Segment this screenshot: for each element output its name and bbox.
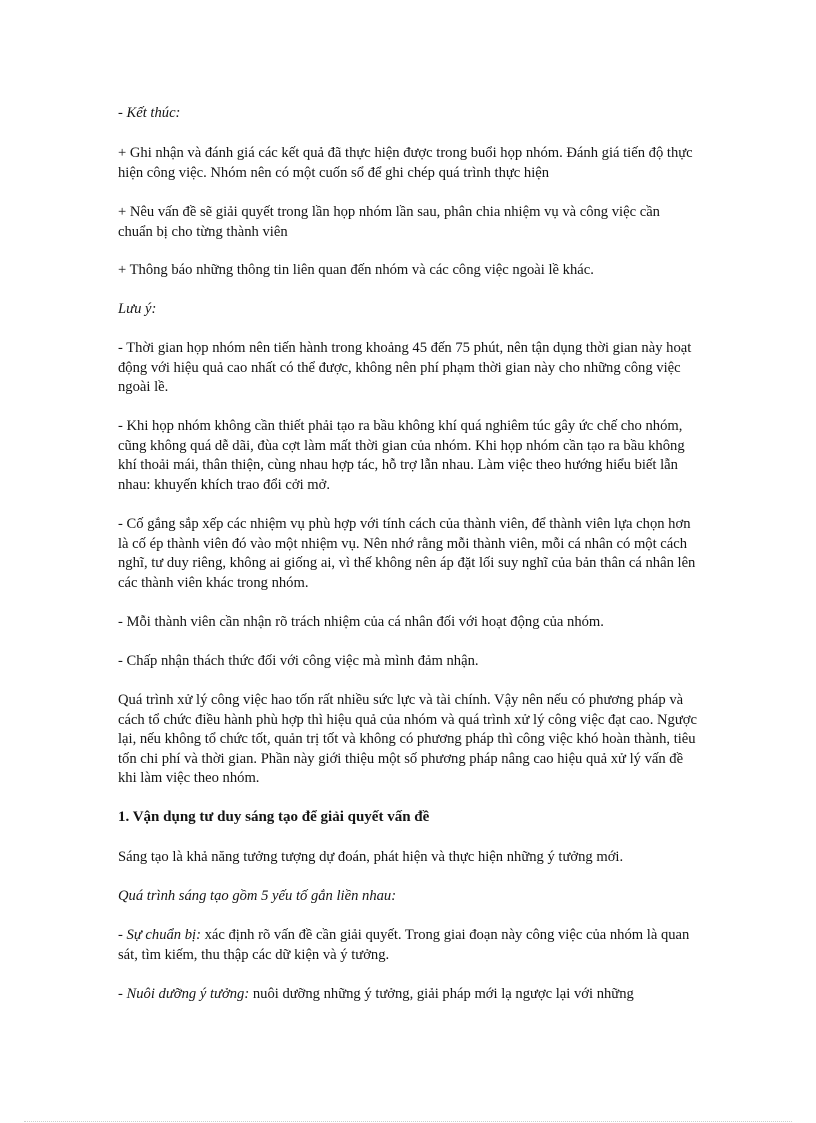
nuoi-duong-prefix: - bbox=[118, 986, 127, 1002]
su-chuan-bi-text: xác định rõ vấn đề cần giải quyết. Trong giai đoạn này công việc của nhóm là quan sát, tìm kiếm, thu thập các dữ kiện và ý tưởng. bbox=[118, 927, 690, 963]
luu-y-item-1: - Thời gian họp nhóm nên tiến hành trong khoảng 45 đến 75 phút, nên tận dụng thời gian này hoạt động với hiệu quả cao nhất có thể được, không nên phí phạm thời gian này cho những công việc ngoài lề. bbox=[118, 340, 692, 395]
nuoi-duong-label: Nuôi dưỡng ý tưởng: bbox=[126, 986, 250, 1002]
nuoi-duong-text: nuôi dưỡng những ý tưởng, giải pháp mới lạ ngược lại với những bbox=[249, 986, 634, 1002]
luu-y-label: Lưu ý: bbox=[118, 301, 157, 317]
ket-thuc-label: - Kết thúc: bbox=[118, 105, 181, 121]
luu-y-item-4: - Mỗi thành viên cần nhận rõ trách nhiệm của cá nhân đối với hoạt động của nhóm. bbox=[118, 614, 604, 630]
five-factors-label: Quá trình sáng tạo gồm 5 yếu tố gắn liền nhau: bbox=[118, 888, 397, 904]
intro-paragraph: Quá trình xử lý công việc hao tốn rất nhiều sức lực và tài chính. Vậy nên nếu có phương pháp và cách tổ chức điều hành phù hợp thì hiệu quả của nhóm và quá trình xử lý công việc đạt cao. Ngược lại, nếu không tổ chức tốt, quản trị tốt và không có phương pháp thì công việc khó hoàn thành, tiêu tốn chi phí và thời gian. Phần này giới thiệu một số phương pháp nâng cao hiệu quả xử lý vấn đề khi làm việc theo nhóm. bbox=[118, 692, 697, 786]
luu-y-item-2: - Khi họp nhóm không cần thiết phải tạo ra bầu không khí quá nghiêm túc gây ức chế cho nhóm, cũng không quá dễ dãi, đùa cợt làm mất thời gian của nhóm. Khi họp nhóm cần tạo ra bầu không khí thoải mái, thân thiện, cùng nhau hợp tác, hỗ trợ lẫn nhau. Làm việc theo hướng hiểu biết lẫn nhau: khuyến khích trao đổi cởi mở. bbox=[118, 418, 685, 493]
luu-y-item-3: - Cố gắng sắp xếp các nhiệm vụ phù hợp với tính cách của thành viên, để thành viên lựa chọn hơn là cố ép thành viên đó vào một nhiệm vụ. Nên nhớ rằng mỗi thành viên, mỗi cá nhân có một cách nghĩ, tư duy riêng, không ai giống ai, vì thế không nên áp đặt lối suy nghĩ của bản thân cá nhân lên các thành viên khác trong nhóm. bbox=[118, 516, 696, 591]
luu-y-item-5: - Chấp nhận thách thức đối với công việc mà mình đảm nhận. bbox=[118, 653, 479, 669]
sang-tao-definition: Sáng tạo là khả năng tưởng tượng dự đoán, phát hiện và thực hiện những ý tưởng mới. bbox=[118, 849, 624, 865]
ket-thuc-item-3: + Thông báo những thông tin liên quan đến nhóm và các công việc ngoài lề khác. bbox=[118, 262, 594, 278]
ket-thuc-item-1: + Ghi nhận và đánh giá các kết quả đã thực hiện được trong buổi họp nhóm. Đánh giá tiến độ thực hiện công việc. Nhóm nên có một cuốn sổ để ghi chép quá trình thực hiện bbox=[118, 145, 693, 181]
su-chuan-bi-label: Sự chuẩn bị: bbox=[126, 927, 201, 943]
nuoi-duong-paragraph bbox=[118, 985, 698, 1005]
su-chuan-bi-prefix: - bbox=[118, 927, 127, 943]
page-bottom-rule bbox=[24, 1121, 792, 1122]
section-heading: 1. Vận dụng tư duy sáng tạo để giải quyết vấn đề bbox=[118, 809, 430, 825]
su-chuan-bi-paragraph bbox=[118, 926, 698, 965]
ket-thuc-item-2: + Nêu vấn đề sẽ giải quyết trong lần họp nhóm lần sau, phân chia nhiệm vụ và công việc cần chuẩn bị cho từng thành viên bbox=[118, 204, 660, 240]
